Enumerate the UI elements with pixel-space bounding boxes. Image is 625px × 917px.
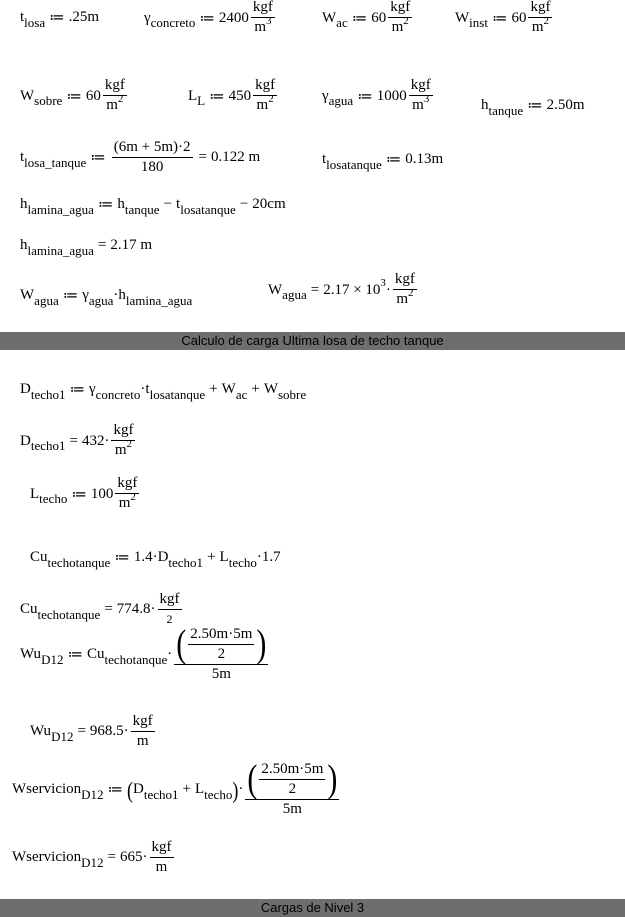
unit-numerator: kgf	[150, 840, 174, 858]
symbol: t	[322, 151, 327, 167]
equals-operator: =	[198, 149, 208, 165]
value: 60	[85, 87, 101, 104]
value: 60	[511, 9, 527, 26]
term: L	[195, 781, 205, 797]
value: .25m	[68, 9, 100, 25]
h-lamina-agua-result	[20, 237, 153, 258]
term-subscript: losatanque	[180, 201, 236, 217]
unit-numerator: kgf	[103, 78, 127, 96]
result-value: 0.122 m	[211, 149, 261, 165]
symbol: Wservicion	[12, 781, 82, 797]
assign-operator: ≔	[351, 10, 368, 27]
t-losa-tanque-definition	[20, 140, 260, 175]
unit-fraction	[528, 0, 552, 36]
h-lamina-agua-definition	[20, 195, 286, 217]
symbol: W	[20, 87, 35, 104]
unit-fraction	[251, 0, 275, 36]
symbol: Wu	[20, 646, 42, 662]
outer-denominator: 5m	[282, 801, 302, 817]
cu-techotanque-result	[20, 592, 184, 627]
value: 968.5	[89, 723, 124, 739]
unit-numerator: kgf	[158, 592, 182, 610]
value: 432	[81, 432, 105, 449]
symbol: h	[20, 196, 28, 212]
inner-numerator: 2.50m·5m	[259, 762, 325, 780]
subscript: ac	[336, 15, 348, 30]
inner-fraction	[259, 762, 325, 797]
term-subscript: agua	[88, 292, 114, 308]
equals-operator: =	[310, 281, 320, 298]
subscript: D12	[81, 854, 104, 870]
inner-numerator: 2.50m·5m	[188, 627, 254, 645]
term-subscript: losatanque	[149, 386, 206, 402]
outer-fraction	[174, 622, 268, 682]
symbol: L	[30, 485, 40, 502]
symbol: Wservicion	[12, 849, 82, 865]
assign-operator: ≔	[71, 486, 87, 503]
unit-fraction	[393, 272, 417, 308]
term-subscript: concreto	[95, 386, 141, 402]
exponent: 3	[380, 277, 386, 289]
wu-d12-result	[30, 714, 157, 749]
unit-fraction	[115, 476, 139, 512]
subscript: agua	[282, 287, 307, 302]
assign-operator: ≔	[66, 88, 82, 105]
unit-denominator: m	[155, 859, 168, 875]
wservicion-d12-result	[12, 840, 176, 875]
unit-fraction	[131, 714, 155, 749]
subscript: lamina_agua	[27, 201, 94, 217]
subscript: inst	[469, 15, 488, 30]
subscript: concreto	[150, 15, 196, 30]
assign-operator: ≔	[90, 150, 106, 166]
inner-denominator: 2	[217, 646, 226, 662]
unit-numerator: kgf	[528, 0, 552, 18]
unit-fraction	[409, 78, 433, 114]
term-subscript: sobre	[278, 386, 307, 402]
value: 665	[120, 849, 143, 865]
symbol: γ	[144, 9, 151, 26]
symbol: D	[20, 432, 31, 449]
factor: ·1.7	[256, 549, 281, 565]
inner-fraction	[188, 627, 254, 662]
subscript: techo1	[30, 438, 66, 453]
unit-numerator: kgf	[115, 476, 139, 494]
t-losatanque-definition	[322, 150, 444, 172]
d-techo1-definition	[20, 380, 307, 402]
value: 2400	[218, 9, 249, 26]
unit-fraction	[150, 840, 174, 875]
plus-operator: +	[209, 381, 218, 397]
value: 0.13m	[405, 151, 444, 167]
equals-operator: =	[77, 723, 86, 739]
dot-operator: ·	[150, 601, 156, 617]
dot-operator: ·	[140, 381, 146, 397]
symbol: γ	[322, 87, 329, 104]
w-ac-definition	[322, 0, 414, 36]
term: γ	[89, 381, 96, 397]
unit-numerator: kgf	[388, 0, 412, 18]
section-header-nivel-3: Cargas de Nivel 3	[0, 899, 625, 917]
unit-numerator: kgf	[251, 0, 275, 18]
subscript: D12	[41, 651, 64, 667]
symbol: W	[268, 281, 283, 298]
unit-fraction	[158, 592, 182, 627]
assign-operator: ≔	[209, 88, 225, 105]
value: 2.17 m	[110, 237, 153, 253]
dot-operator: ·	[113, 287, 119, 303]
subscript: lamina_agua	[27, 242, 94, 258]
dot-operator: ·	[123, 723, 129, 739]
unit-denominator: $m^2$	[391, 15, 409, 35]
outer-fraction	[245, 757, 339, 817]
l-techo-definition	[30, 476, 141, 512]
unit-numerator: kgf	[253, 78, 277, 96]
term: t	[145, 381, 150, 397]
wservicion-d12-definition: Wservicion D12 ≔ ( D techo1 + L techo ) · ( $\frac{2.50m\cdot 5m}{2}$ ) 5m	[12, 757, 338, 817]
wu-d12-definition	[20, 622, 270, 682]
symbol: W	[455, 9, 470, 26]
value: 450	[228, 87, 252, 104]
t-losa-definition	[20, 8, 100, 30]
assign-operator: ≔	[62, 288, 79, 304]
value: 60	[371, 9, 387, 26]
gamma-concreto-definition	[144, 0, 277, 36]
plus-operator: +	[251, 381, 260, 397]
plus-operator: +	[207, 549, 216, 565]
symbol: t	[20, 9, 25, 25]
symbol: L	[188, 87, 198, 104]
l-l-definition	[188, 78, 279, 114]
unit-denominator: $m^3$	[254, 15, 272, 35]
term-subscript: techo	[228, 554, 257, 570]
term-subscript: ac	[235, 386, 248, 402]
unit-numerator: kgf	[393, 272, 417, 290]
subscript: sobre	[34, 93, 63, 108]
d-techo1-result	[20, 423, 137, 459]
outer-numerator: ( $\frac{2.50m\cdot 5m}{2}$ )	[176, 622, 267, 666]
term-subscript: techo1	[168, 554, 204, 570]
assign-operator: ≔	[527, 98, 543, 114]
subscript: D12	[81, 786, 104, 802]
term-subscript: tanque	[124, 201, 160, 217]
assign-operator: ≔	[67, 647, 83, 663]
h-tanque-definition	[481, 96, 585, 118]
subscript: agua	[34, 292, 59, 308]
subscript: losatanque	[326, 156, 382, 172]
section-header-techo-tanque: Calculo de carga Ultima losa de techo tanque	[0, 332, 625, 350]
subscript: losa	[24, 14, 46, 30]
subscript: losa_tanque	[24, 154, 87, 170]
symbol: Wu	[30, 723, 52, 739]
term: h	[118, 287, 126, 303]
unit-denominator: 2	[166, 612, 173, 626]
unit-denominator: m	[136, 733, 149, 749]
unit-fraction	[388, 0, 412, 36]
dot-operator: ·	[167, 646, 173, 662]
minus-operator: −	[239, 196, 249, 212]
assign-operator: ≔	[199, 10, 215, 27]
assign-operator: ≔	[491, 10, 508, 27]
symbol: h	[481, 97, 489, 113]
equals-operator: =	[104, 601, 113, 617]
unit-numerator: kgf	[111, 423, 135, 441]
outer-numerator: ( $\frac{2.50m\cdot 5m}{2}$ )	[247, 757, 338, 801]
subscript: D12	[51, 728, 74, 744]
value: 1000	[376, 87, 407, 104]
subscript: techotanque	[37, 606, 101, 622]
assign-operator: ≔	[49, 10, 65, 26]
assign-operator: ≔	[97, 197, 114, 213]
term: W	[221, 381, 236, 397]
unit-fraction	[103, 78, 127, 114]
symbol: W	[20, 287, 35, 303]
plus-operator: +	[182, 781, 191, 797]
cu-techotanque-definition	[30, 548, 281, 570]
dot-operator: ·	[142, 849, 148, 865]
unit-denominator: $m^2$	[396, 287, 414, 307]
term: γ	[82, 287, 89, 303]
term: 20cm	[252, 196, 286, 212]
term: 1.4·D	[133, 549, 169, 565]
w-agua-definition	[20, 286, 193, 308]
fraction-numerator: (6m + 5m)·2	[112, 140, 193, 158]
w-inst-definition	[455, 0, 554, 36]
equals-operator: =	[69, 432, 78, 449]
symbol: h	[20, 237, 28, 253]
minus-operator: −	[163, 196, 173, 212]
unit-numerator: kgf	[409, 78, 433, 96]
outer-denominator: 5m	[211, 666, 231, 682]
assign-operator: ≔	[357, 88, 373, 105]
term: t	[176, 196, 181, 212]
symbol: Cu	[20, 601, 38, 617]
value: 2.17 × 10	[323, 281, 381, 298]
unit-fraction	[111, 423, 135, 459]
subscript: agua	[328, 93, 354, 108]
unit-numerator: kgf	[131, 714, 155, 732]
term-subscript: techotanque	[104, 651, 168, 667]
unit-denominator: $m^2$	[256, 93, 274, 113]
subscript: techotanque	[47, 554, 111, 570]
term: L	[219, 549, 229, 565]
term-subscript: techo	[204, 786, 233, 802]
gamma-agua-definition	[322, 78, 435, 114]
symbol: Cu	[30, 549, 48, 565]
dot-operator: ·	[385, 281, 391, 298]
subscript: techo	[39, 491, 68, 506]
equals-operator: =	[97, 237, 107, 253]
term: h	[117, 196, 125, 212]
symbol: W	[322, 9, 337, 26]
value: 2.50m	[546, 97, 585, 113]
symbol: D	[20, 381, 31, 397]
term: W	[263, 381, 278, 397]
unit-denominator: $m^3$	[412, 93, 430, 113]
term: Cu	[86, 646, 105, 662]
equals-operator: =	[107, 849, 116, 865]
term-subscript: techo1	[143, 786, 179, 802]
assign-operator: ≔	[69, 382, 85, 398]
term: D	[133, 781, 144, 797]
assign-operator: ≔	[385, 152, 402, 168]
assign-operator: ≔	[114, 550, 130, 566]
symbol: t	[20, 149, 25, 165]
fraction-denominator: 180	[140, 159, 164, 175]
assign-operator: ≔	[107, 782, 124, 798]
dot-operator: ·	[238, 781, 244, 797]
term-subscript: lamina_agua	[125, 292, 193, 308]
inner-denominator: 2	[288, 781, 297, 797]
dot-operator: ·	[104, 432, 110, 449]
w-agua-result	[268, 272, 419, 308]
subscript: techo1	[30, 386, 66, 402]
unit-denominator: $m^2$	[118, 491, 136, 511]
w-sobre-definition	[20, 78, 129, 114]
unit-denominator: $m^2$	[106, 93, 124, 113]
value: 100	[90, 485, 114, 502]
value: 774.8	[116, 601, 151, 617]
unit-fraction	[253, 78, 277, 114]
expression-fraction	[112, 140, 193, 175]
unit-denominator: $m^2$	[114, 438, 133, 458]
subscript: L	[197, 93, 206, 108]
subscript: tanque	[488, 102, 524, 118]
unit-denominator: $m^2$	[531, 15, 550, 35]
